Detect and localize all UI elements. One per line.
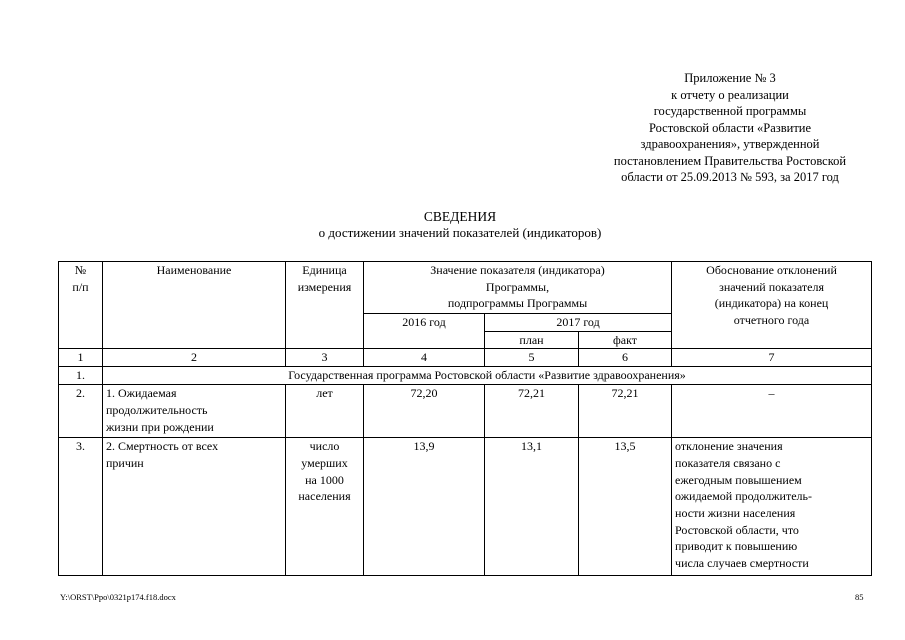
column-number: 1 xyxy=(59,349,103,367)
row-value-fact: 13,5 xyxy=(579,438,672,576)
row-num: 3. xyxy=(59,438,103,576)
row-note: – xyxy=(672,385,872,438)
row-value-fact: 72,21 xyxy=(579,385,672,438)
column-number: 3 xyxy=(286,349,364,367)
row-num: 2. xyxy=(59,385,103,438)
appendix-note xyxy=(560,70,900,186)
row-unit: число умерших на 1000 населения xyxy=(286,438,364,576)
appendix-line: Приложение № 3 xyxy=(684,71,776,85)
table-row xyxy=(59,438,872,576)
header-plan: план xyxy=(485,331,579,349)
footer-page-number: 85 xyxy=(855,592,864,602)
indicators-table xyxy=(58,261,872,576)
header-year-2016: 2016 год xyxy=(364,314,485,349)
appendix-line: области от 25.09.2013 № 593, за 2017 год xyxy=(621,170,839,184)
row-name: 1. Ожидаемая продолжительность жизни при рождении xyxy=(103,385,286,438)
row-value-plan: 72,21 xyxy=(485,385,579,438)
column-number: 4 xyxy=(364,349,485,367)
appendix-line: здравоохранения», утвержденной xyxy=(640,137,820,151)
appendix-line: постановлением Правительства Ростовской xyxy=(613,153,847,168)
row-note: отклонение значения показателя связано с ежегодным повышением ожидаемой продолжитель- ности жизни населения Ростовской области, что приводит к повышению числа случаев смертности xyxy=(672,438,872,576)
appendix-line: Ростовской области «Развитие xyxy=(648,120,812,135)
section-num: 1. xyxy=(59,367,103,385)
row-unit: лет xyxy=(286,385,364,438)
row-value-2016: 72,20 xyxy=(364,385,485,438)
table-row xyxy=(59,385,872,438)
footer-file-path: Y:\ORST\Ppo\0321p174.f18.docx xyxy=(60,592,176,602)
section-title: Государственная программа Ростовской области «Развитие здравоохранения» xyxy=(103,367,872,385)
appendix-line: государственной программы xyxy=(653,104,807,118)
header-name: Наименование xyxy=(103,262,286,349)
header-unit: Единица измерения xyxy=(286,262,364,349)
header-justification: Обоснование отклонений значений показателя (индикатора) на конец отчетного года xyxy=(672,262,872,349)
column-number: 6 xyxy=(579,349,672,367)
section-row xyxy=(59,367,872,385)
column-number: 7 xyxy=(672,349,872,367)
column-numbers-row xyxy=(59,349,872,367)
document-title xyxy=(200,209,720,241)
row-name: 2. Смертность от всех причин xyxy=(103,438,286,576)
header-num: № п/п xyxy=(59,262,103,349)
header-value: Значение показателя (индикатора) Программы, подпрограммы Программы xyxy=(364,262,672,314)
title-sub: о достижении значений показателей (индикаторов) xyxy=(318,225,602,240)
title-main: СВЕДЕНИЯ xyxy=(423,209,497,224)
column-number: 5 xyxy=(485,349,579,367)
column-number: 2 xyxy=(103,349,286,367)
row-value-plan: 13,1 xyxy=(485,438,579,576)
header-fact: факт xyxy=(579,331,672,349)
appendix-line: к отчету о реализации xyxy=(671,87,789,102)
header-year-2017: 2017 год xyxy=(485,314,672,332)
row-value-2016: 13,9 xyxy=(364,438,485,576)
